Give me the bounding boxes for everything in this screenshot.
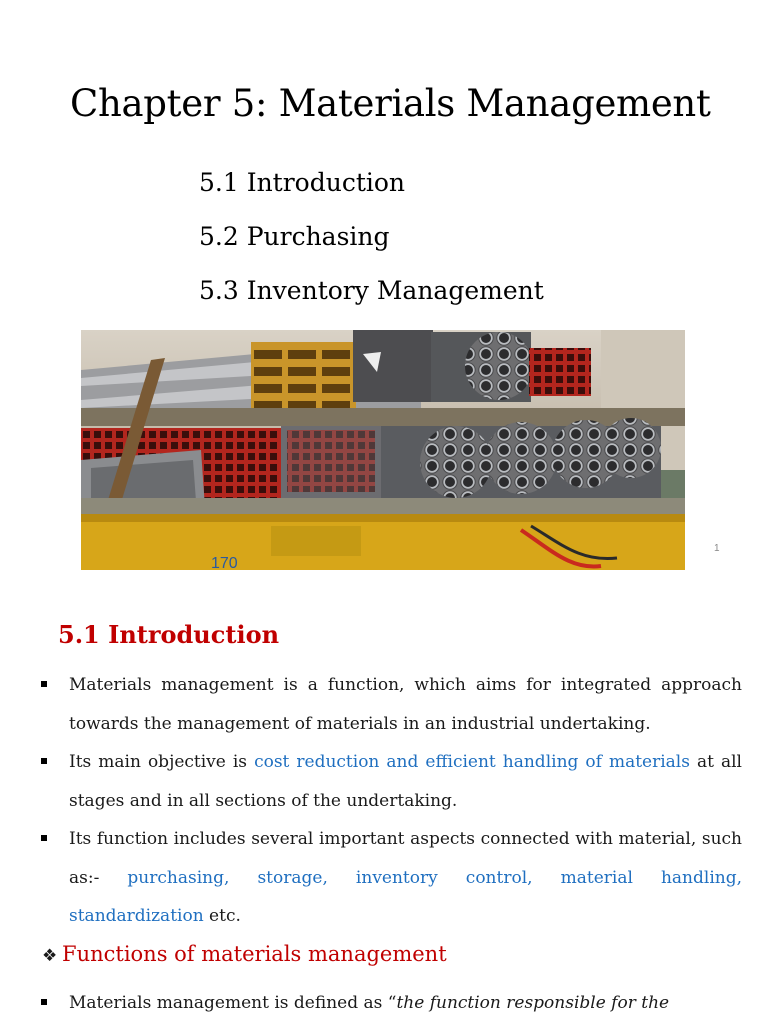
svg-text:170: 170 [211,555,238,570]
chapter-title: Chapter 5: Materials Management [70,82,711,125]
functions-heading [42,942,447,966]
toc-item-purchasing: 5.2 Purchasing [199,222,390,251]
table-of-contents [199,165,544,327]
steel-pipes-photo [81,330,685,570]
toc-item-inventory: 5.3 Inventory Management [199,276,544,305]
list-item [40,820,742,936]
bullet-text: etc. [203,906,241,926]
bullet-highlight: purchasing, storage, inventory control, material handling, standardization [69,867,742,926]
toc-item-introduction: 5.1 Introduction [199,168,406,197]
bullet-text: at all stages and in all sections of the undertaking. [69,752,742,811]
bullet-text: Materials management is a function, which aims for integrated approach towards the management of materials in an industrial undertaking. [69,675,742,734]
list-item [40,666,742,743]
section-title: 5.1 Introduction [58,620,280,649]
list-item [40,743,742,820]
bullet-quote: the function responsible for the [396,993,670,1013]
list-item [40,984,742,1014]
diamond-bullet-icon: ❖ [42,946,58,966]
bullet-text: Materials management is defined as “ [69,993,397,1013]
bullet-text: Its main objective is [69,752,255,772]
slide-2 [0,590,768,1024]
bullet-highlight: cost reduction and efficient handling of materials [254,752,690,772]
functions-heading-text: Functions of materials management [62,942,447,966]
bullet-text: Its function includes several important aspects connected with material, such as:- [69,829,742,888]
bullet-list [40,666,742,936]
definition-bullet [40,984,742,1014]
page-number: 1 [714,543,720,554]
